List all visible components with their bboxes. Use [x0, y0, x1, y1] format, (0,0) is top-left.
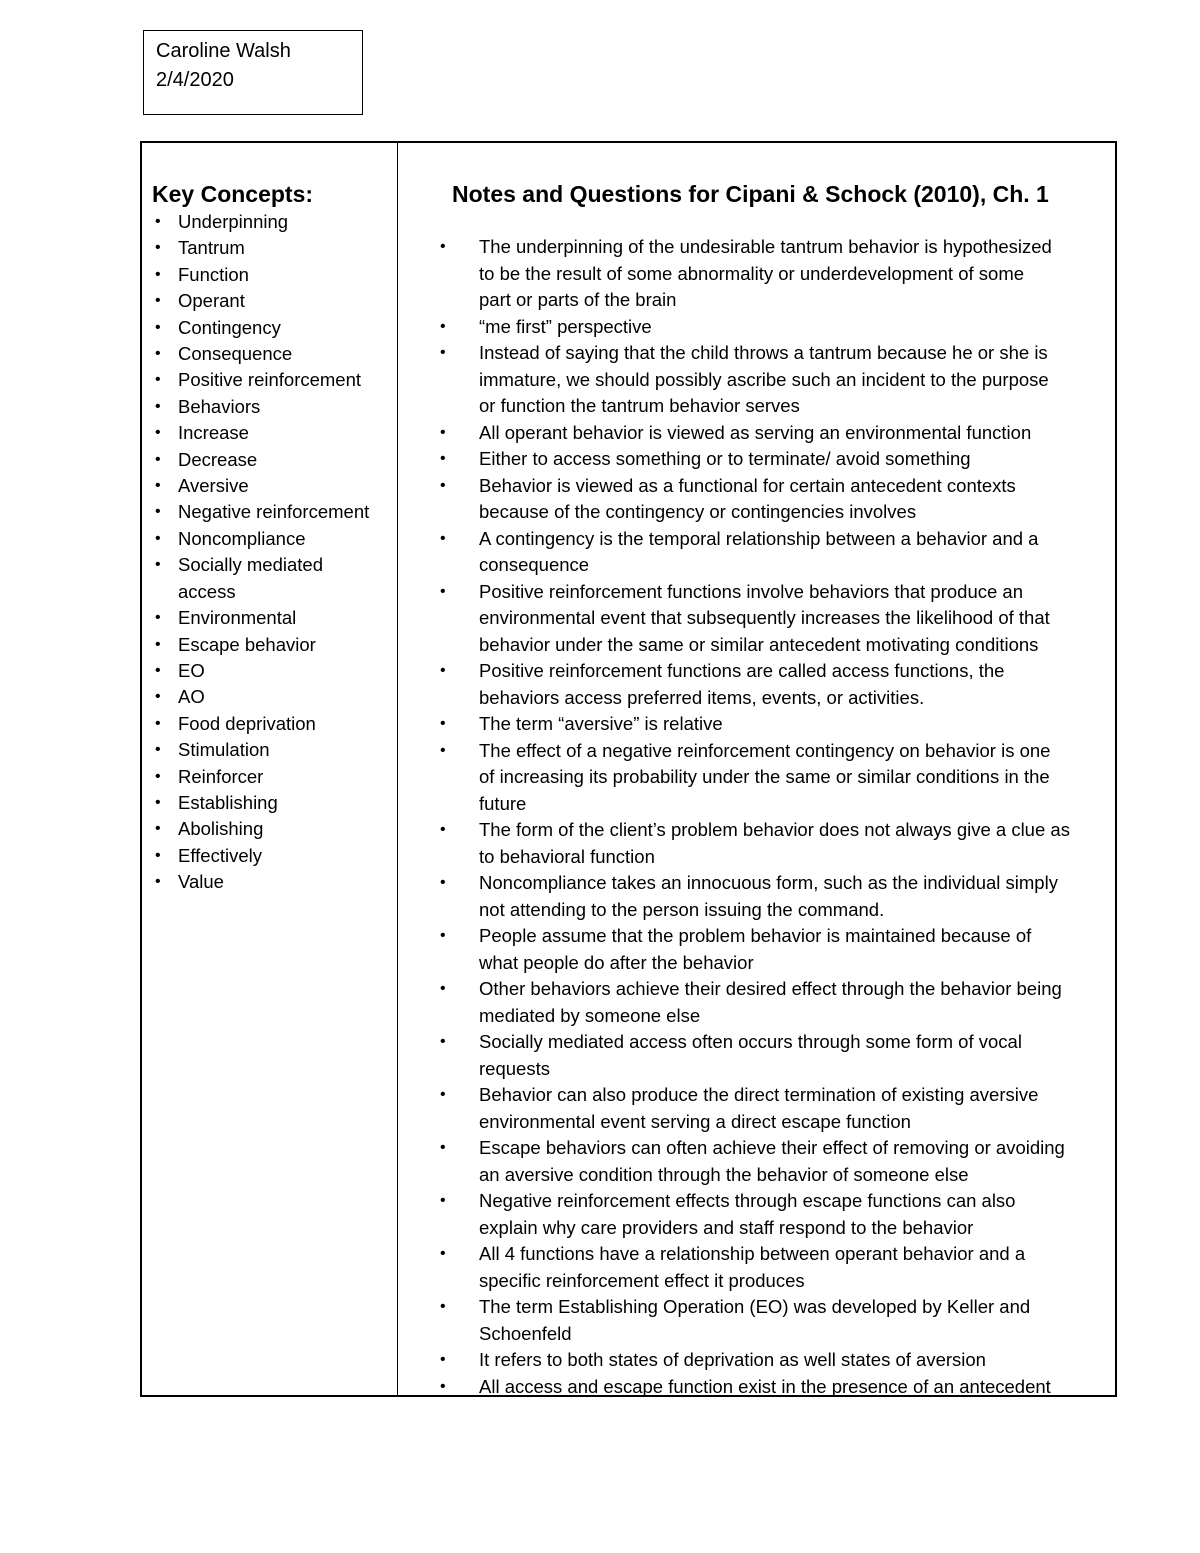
item-text-line: EO	[178, 659, 205, 681]
note-item	[420, 420, 1110, 447]
item-text-line: Positive reinforcement	[178, 369, 362, 391]
item-text-line: Contingency	[178, 316, 281, 338]
note-item	[420, 1294, 1110, 1347]
concept-item	[152, 684, 392, 710]
item-text-line: All 4 functions have a relationship between operant behavior and a	[479, 1243, 1026, 1264]
notes-table	[140, 141, 1117, 1397]
item-text-line: Either to access something or to terminate/ avoid something	[479, 448, 971, 469]
concept-item	[152, 447, 392, 473]
concept-item	[152, 658, 392, 684]
bullet-icon: •	[440, 1245, 446, 1262]
bullet-icon: •	[440, 1139, 446, 1156]
bullet-icon: •	[440, 662, 446, 679]
note-item	[420, 340, 1110, 420]
item-text-line: The term Establishing Operation (EO) was developed by Keller and	[479, 1296, 1031, 1317]
note-item	[420, 234, 1110, 314]
item-text-line: Socially mediated	[178, 554, 323, 576]
note-item	[420, 923, 1110, 976]
item-text-line: “me first” perspective	[479, 315, 652, 337]
item-text-line: requests	[479, 1057, 550, 1079]
item-text-line: of increasing its probability under the same or similar conditions in the	[479, 766, 1050, 787]
item-text-line: Noncompliance takes an innocuous form, such as the individual simply	[479, 872, 1058, 893]
note-item	[420, 579, 1110, 659]
item-text-line: A contingency is the temporal relationship between a behavior and a	[479, 527, 1039, 549]
name-date-box	[143, 30, 363, 115]
concept-item	[152, 235, 392, 261]
item-text-line: Decrease	[178, 448, 258, 470]
bullet-icon: •	[155, 450, 161, 468]
item-text-line: The underpinning of the undesirable tantrum behavior is hypothesized	[479, 236, 1052, 257]
concept-item	[152, 737, 392, 763]
note-item	[420, 314, 1110, 341]
item-text-line: Increase	[178, 422, 249, 444]
item-text-line: future	[479, 792, 527, 814]
bullet-icon: •	[155, 846, 161, 864]
item-text-line: Value	[178, 871, 224, 893]
bullet-icon: •	[440, 1086, 446, 1103]
concept-item	[152, 420, 392, 446]
bullet-icon: •	[440, 1298, 446, 1315]
item-text-line: immature, we should possibly ascribe such an incident to the purpose	[479, 368, 1049, 390]
concept-item	[152, 499, 392, 525]
concept-item	[152, 394, 392, 420]
item-text-line: The form of the client’s problem behavior does not always give a clue as	[479, 819, 1070, 840]
item-text-line: Negative reinforcement effects through escape functions can also	[479, 1190, 1016, 1211]
item-text-line: access	[178, 580, 236, 602]
note-item	[420, 1135, 1110, 1188]
note-item	[420, 1374, 1110, 1401]
concept-item	[152, 341, 392, 367]
concept-item	[152, 288, 392, 314]
item-text-line: Behavior is viewed as a functional for certain antecedent contexts	[479, 474, 1016, 496]
column-divider	[397, 143, 398, 1395]
item-text-line: Positive reinforcement functions are called access functions, the	[479, 660, 1005, 681]
bullet-icon: •	[440, 715, 446, 732]
concept-item	[152, 790, 392, 816]
key-concepts-column	[152, 179, 392, 896]
note-item	[420, 1082, 1110, 1135]
note-item	[420, 976, 1110, 1029]
notes-list	[420, 234, 1110, 1400]
concept-item	[152, 367, 392, 393]
concept-item	[152, 552, 392, 605]
bullet-icon: •	[440, 317, 446, 335]
bullet-icon: •	[440, 1192, 446, 1209]
item-text-line: Effectively	[178, 844, 262, 866]
item-text-line: Environmental	[178, 607, 297, 629]
item-text-line: Behavior can also produce the direct termination of existing aversive	[479, 1084, 1039, 1105]
bullet-icon: •	[440, 1033, 446, 1050]
bullet-icon: •	[155, 635, 161, 653]
bullet-icon: •	[440, 1351, 446, 1368]
item-text-line: Reinforcer	[178, 765, 264, 787]
concept-item	[152, 632, 392, 658]
item-text-line: Schoenfeld	[479, 1322, 572, 1344]
item-text-line: Socially mediated access often occurs through some form of vocal	[479, 1031, 1022, 1052]
bullet-icon: •	[155, 820, 161, 838]
item-text-line: to behavioral function	[479, 845, 655, 867]
concept-item	[152, 473, 392, 499]
item-text-line: People assume that the problem behavior is maintained because of	[479, 925, 1032, 946]
item-text-line: Positive reinforcement functions involve behaviors that produce an	[479, 580, 1023, 602]
bullet-icon: •	[155, 741, 161, 759]
note-item	[420, 738, 1110, 818]
bullet-icon: •	[155, 688, 161, 706]
concept-item	[152, 209, 392, 235]
item-text-line: environmental event serving a direct escape function	[479, 1110, 911, 1132]
item-text-line: mediated by someone else	[479, 1004, 701, 1026]
item-text-line: part or parts of the brain	[479, 289, 677, 310]
item-text-line: Abolishing	[178, 818, 264, 840]
item-text-line: Aversive	[178, 475, 249, 497]
bullet-icon: •	[440, 1377, 446, 1395]
bullet-icon: •	[155, 714, 161, 732]
note-item	[420, 446, 1110, 473]
note-item	[420, 1241, 1110, 1294]
bullet-icon: •	[440, 423, 446, 441]
bullet-icon: •	[440, 582, 446, 600]
bullet-icon: •	[155, 661, 161, 679]
bullet-icon: •	[440, 238, 446, 255]
item-text-line: Negative reinforcement	[178, 501, 370, 523]
item-text-line: Function	[178, 263, 249, 285]
item-text-line: Escape behavior	[178, 633, 316, 655]
item-text-line: or function the tantrum behavior serves	[479, 395, 800, 416]
item-text-line: It refers to both states of deprivation as well states of aversion	[479, 1349, 986, 1370]
item-text-line: Establishing	[178, 791, 278, 813]
note-item	[420, 1347, 1110, 1374]
item-text-line: behaviors access preferred items, events, or activities.	[479, 686, 925, 708]
bullet-icon: •	[440, 980, 446, 997]
notes-heading: Notes and Questions for Cipani & Schock (2010), Ch. 1	[452, 181, 1049, 207]
key-concepts-heading: Key Concepts:	[152, 181, 314, 207]
note-item	[420, 526, 1110, 579]
note-item	[420, 711, 1110, 738]
item-text-line: behavior under the same or similar antecedent motivating conditions	[479, 633, 1039, 655]
item-text-line: an aversive condition through the behavior of someone else	[479, 1163, 969, 1185]
bullet-icon: •	[155, 397, 161, 415]
item-text-line: Food deprivation	[178, 712, 316, 734]
note-item	[420, 473, 1110, 526]
item-text-line: Other behaviors achieve their desired effect through the behavior being	[479, 978, 1062, 999]
concept-item	[152, 605, 392, 631]
bullet-icon: •	[155, 265, 161, 283]
item-text-line: Tantrum	[178, 237, 245, 259]
note-item	[420, 658, 1110, 711]
bullet-icon: •	[155, 213, 161, 230]
document-date: 2/4/2020	[156, 69, 234, 91]
item-text-line: Instead of saying that the child throws a tantrum because he or she is	[479, 342, 1048, 363]
item-text-line: what people do after the behavior	[479, 951, 754, 973]
concept-item	[152, 816, 392, 842]
bullet-icon: •	[155, 503, 161, 521]
bullet-icon: •	[155, 873, 161, 891]
key-concepts-list	[152, 209, 392, 896]
item-text-line: consequence	[479, 554, 590, 575]
item-text-line: to be the result of some abnormality or underdevelopment of some	[479, 262, 1025, 284]
bullet-icon: •	[155, 239, 161, 257]
item-text-line: The term “aversive” is relative	[479, 713, 723, 734]
notes-column	[420, 179, 1110, 1400]
bullet-icon: •	[155, 793, 161, 811]
bullet-icon: •	[155, 371, 161, 389]
item-text-line: Noncompliance	[178, 527, 306, 549]
item-text-line: because of the contingency or contingencies involves	[479, 501, 917, 522]
bullet-icon: •	[155, 556, 161, 574]
bullet-icon: •	[440, 874, 446, 891]
item-text-line: explain why care providers and staff respond to the behavior	[479, 1216, 974, 1238]
concept-item	[152, 315, 392, 341]
concept-item	[152, 526, 392, 552]
concept-item	[152, 764, 392, 790]
bullet-icon: •	[155, 767, 161, 785]
bullet-icon: •	[440, 450, 446, 467]
bullet-icon: •	[440, 529, 446, 547]
bullet-icon: •	[440, 821, 446, 838]
bullet-icon: •	[155, 529, 161, 547]
bullet-icon: •	[155, 345, 161, 363]
bullet-icon: •	[155, 292, 161, 310]
note-item	[420, 870, 1110, 923]
item-text-line: All access and escape function exist in the presence of an antecedent	[479, 1375, 1051, 1397]
bullet-icon: •	[440, 344, 446, 361]
bullet-icon: •	[155, 609, 161, 627]
item-text-line: specific reinforcement effect it produces	[479, 1269, 805, 1291]
concept-item	[152, 711, 392, 737]
bullet-icon: •	[440, 741, 446, 759]
bullet-icon: •	[440, 927, 446, 944]
note-item	[420, 1029, 1110, 1082]
item-text-line: Escape behaviors can often achieve their effect of removing or avoiding	[479, 1137, 1065, 1158]
item-text-line: Underpinning	[178, 211, 289, 232]
item-text-line: Behaviors	[178, 395, 261, 417]
concept-item	[152, 843, 392, 869]
item-text-line: The effect of a negative reinforcement contingency on behavior is one	[479, 739, 1051, 761]
note-item	[420, 817, 1110, 870]
bullet-icon: •	[155, 424, 161, 442]
item-text-line: Operant	[178, 290, 245, 312]
note-item	[420, 1188, 1110, 1241]
author-name: Caroline Walsh	[156, 40, 291, 62]
item-text-line: not attending to the person issuing the command.	[479, 898, 885, 920]
concept-item	[152, 262, 392, 288]
item-text-line: environmental event that subsequently increases the likelihood of that	[479, 607, 1050, 628]
item-text-line: AO	[178, 686, 205, 708]
item-text-line: Stimulation	[178, 739, 270, 761]
bullet-icon: •	[155, 318, 161, 336]
item-text-line: All operant behavior is viewed as serving an environmental function	[479, 421, 1032, 443]
concept-item	[152, 869, 392, 895]
bullet-icon: •	[155, 477, 161, 495]
bullet-icon: •	[440, 476, 446, 494]
item-text-line: Consequence	[178, 343, 293, 365]
